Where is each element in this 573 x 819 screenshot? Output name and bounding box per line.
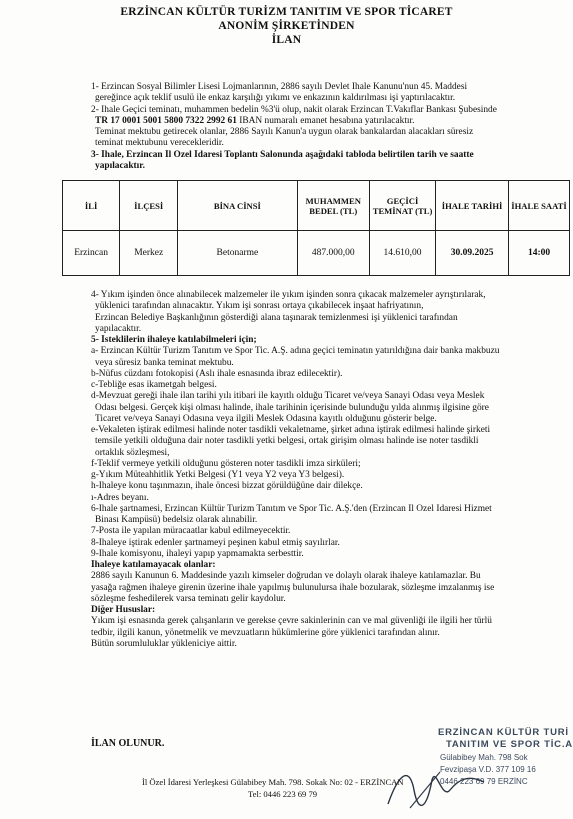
text-line: 2- İhale Geçici teminatı, muhammen bedelin %3'ü olup, nakit olarak Erzincan T.Vakıflar Bankası Şubesinde (91, 104, 497, 115)
header-il: İLİ (63, 181, 120, 231)
text-line: 5- İsteklilerin ihaleye katılabilmeleri için; (91, 335, 257, 345)
stamp-line-1: ERZİNCAN KÜLTÜR TURİ (438, 727, 569, 738)
iban-number: TR 17 0001 5001 5800 7322 2992 61 (95, 115, 237, 126)
header-ilce: İLÇESİ (120, 181, 178, 231)
cell-gecici-teminat: 14.610,00 (369, 231, 435, 276)
text-line: Diğer Hususlar: (91, 605, 156, 615)
text-line: e-Vekaleten iştirak edilmesi halinde noter tasdikli vekaletname, şirket adına iştirak edilmesi halinde şirketi (91, 425, 491, 435)
text-line: h-İhaleye konu taşınmazın, ihale öncesi bizzat görüldüğüne dair dilekçe. (91, 481, 363, 492)
header-ihale-saati: İHALE SAATİ (509, 181, 570, 231)
header-muhammen-bedel: MUHAMMEN BEDEL (TL) (297, 181, 369, 231)
text-line: 3- İhale, Erzincan İl Özel İdaresi Toplantı Salonunda aşağıdaki tabloda belirtilen tarih ve saatte (91, 149, 474, 160)
text-line: Binası Kampüsü) bedelsiz olarak alınabilir. (95, 515, 258, 525)
text-line: 8-İhaleye iştirak edenler şartnameyi peşinen kabul etmiş sayılırlar. (91, 537, 340, 548)
text-line: b-Nüfus cüzdanı fotokopisi (Aslı ihale esnasında ibraz edilecektir). (91, 368, 343, 379)
text-line: Teminat mektubu getirecek olanlar, 2886 Sayılı Kanun'a uygun olarak bankalardan alacakları süresiz (95, 127, 474, 137)
text-line: yasağa rağmen ihaleye girenin üzerine ihale yapılmış bulunulursa ihale bozularak, sözleşme imzalanmış ise (91, 582, 495, 593)
cell-ihale-saati: 14:00 (509, 231, 570, 276)
text-line: g-Yıkım Müteahhitlik Yetki Belgesi (Y1 veya Y2 veya Y3 belgesi). (91, 470, 345, 480)
text-line: c-Tebliğe esas ikametgah belgesi. (91, 380, 217, 390)
title-line-3: İLAN (271, 34, 302, 46)
signature-icon (380, 760, 490, 816)
text-line: f-Teklif vermeye yetkili olduğunu gösteren noter tasdikli imza sirküleri; (91, 458, 361, 469)
text-line: yapılacaktır. (95, 160, 145, 171)
text-line: Odası belgesi. Gerçek kişi olması halinde, ihale tarihinin içerisinde bulunduğu yılda alınmış ilgisine göre (95, 402, 489, 413)
cell-ihale-tarihi: 30.09.2025 (436, 231, 509, 276)
cell-il: Erzincan (63, 231, 120, 276)
title-line-1: ERZİNCAN KÜLTÜR TURİZM TANITIM VE SPOR TİCARET (120, 6, 453, 18)
table-header-row (63, 181, 570, 231)
stamp-line-3: Gülabibey Mah. 798 Sok (440, 753, 528, 762)
footer-address: İl Özel İdaresi Yerleşkesi Gülabibey Mah. 798. Sokak No: 02 - ERZİNCAN (142, 777, 404, 787)
text-line: Erzincan Belediye Başkanlığının gösterdiği alana taşınarak temizlenmesi işi yüklenici tarafından (95, 312, 458, 323)
text-line: d-Mevzuat gereği ihale ilan tarihi yılı itibari ile kayıtlı olduğu Ticaret ve/veya Sanayi Odası veya Meslek (91, 391, 485, 402)
text-line: sözleşme feshedilerek varsa teminatı gelir kaydolur. (91, 593, 286, 604)
text-rest: IBAN numaralı emanet hesabına yatırılacaktır. (236, 115, 415, 126)
text-line: 4- Yıkım işinden önce alınabilecek malzemeler ile yıkım işinden sonra çıkacak malzemeler ayrıştırılarak, (91, 290, 486, 300)
closing-text: İLAN OLUNUR. (91, 738, 165, 749)
text-line: 2886 sayılı Kanunun 6. Maddesinde yazılı kimseler doğrudan ve dolaylı olarak ihaleye katılamazlar. Bu (91, 571, 481, 582)
text-line: Yıkım işi esnasında gerek çalışanların ve gerekse çevre sakinlerinin can ve mal güvenliği ile ilgili her türlü (91, 616, 492, 627)
text-line: 7-Posta ile yapılan müracaatlar kabul edilmeyecektir. (91, 526, 291, 537)
cell-ilce: Merkez (120, 231, 178, 276)
text-line: yapılacaktır. (95, 323, 142, 334)
text-line: 1- Erzincan Sosyal Bilimler Lisesi Lojmanlarının, 2886 sayılı Devlet İhale Kanunu'nun 45. Maddesi (91, 82, 468, 92)
table-row (63, 231, 570, 276)
text-line (91, 116, 573, 127)
header-ihale-tarihi: İHALE TARİHİ (436, 181, 509, 231)
text-line: veya süresiz banka teminat mektubu. (95, 357, 234, 368)
header-bina-cinsi: BİNA CİNSİ (178, 181, 297, 231)
text-line: ortaklık sözleşmesi, (95, 447, 170, 458)
text-line: Ticaret ve/veya Sanayi Odasına veya ilgili Meslek Odasına kayıtlı olduğunu gösterir belge. (95, 413, 437, 424)
text-line: 6-İhale şartnamesi, Erzincan Kültür Turizm Tanıtım ve Spor Tic. A.Ş.'den (Erzincan İl Özel İdaresi Hizmet (91, 503, 492, 514)
title-line-2: ANONİM ŞİRKETİNDEN (218, 20, 355, 32)
text-line: a- Erzincan Kültür Turizm Tanıtım ve Spor Tic. A.Ş. adına geçici teminatın yatırıldığına dair banka makbuzu (91, 346, 500, 357)
header-gecici-teminat: GEÇİCİ TEMİNAT (TL) (369, 181, 435, 231)
stamp-line-2: TANITIM VE SPOR TİC.A (446, 739, 573, 750)
footer-phone: Tel: 0446 223 69 79 (248, 789, 318, 799)
text-line: tedbir, ilgili kanun, yönetmelik ve mevzuatların hükümlerine göre yüklenici tarafından alınır. (91, 627, 440, 638)
tender-table (62, 180, 570, 276)
text-line: ı-Adres beyanı. (91, 492, 149, 503)
text-line: temsile yetkili olduğuna dair noter tasdikli yetki belgesi, ortak girişim olması halinde ise noter tasdikli (95, 436, 479, 447)
stamp-line-5: 0446 223 69 79 ERZİNC (440, 777, 528, 786)
text-line: gereğince açık teklif usulü ile enkaz karşılığı yıkımı ve enkazının kaldırılması işi yaptırılacaktır. (95, 93, 456, 104)
text-line: İhaleye katılamayacak olanlar: (91, 560, 216, 570)
text-line: 9-İhale komisyonu, ihaleyi yapıp yapmamakta serbesttir. (91, 548, 304, 559)
text-line: Bütün sorumluluklar yükleniciye aittir. (91, 638, 237, 649)
cell-muhammen-bedel: 487.000,00 (297, 231, 369, 276)
text-line: yüklenici tarafından alınacaktır. Yıkım işi sonrası ortaya çıkabilecek inşaat hafriyatının, (95, 301, 424, 312)
text-line: teminat mektubunu verecekleridir. (95, 138, 224, 149)
stamp-line-4: Fevzipaşa V.D. 377 109 16 (440, 765, 536, 774)
cell-bina-cinsi: Betonarme (178, 231, 297, 276)
